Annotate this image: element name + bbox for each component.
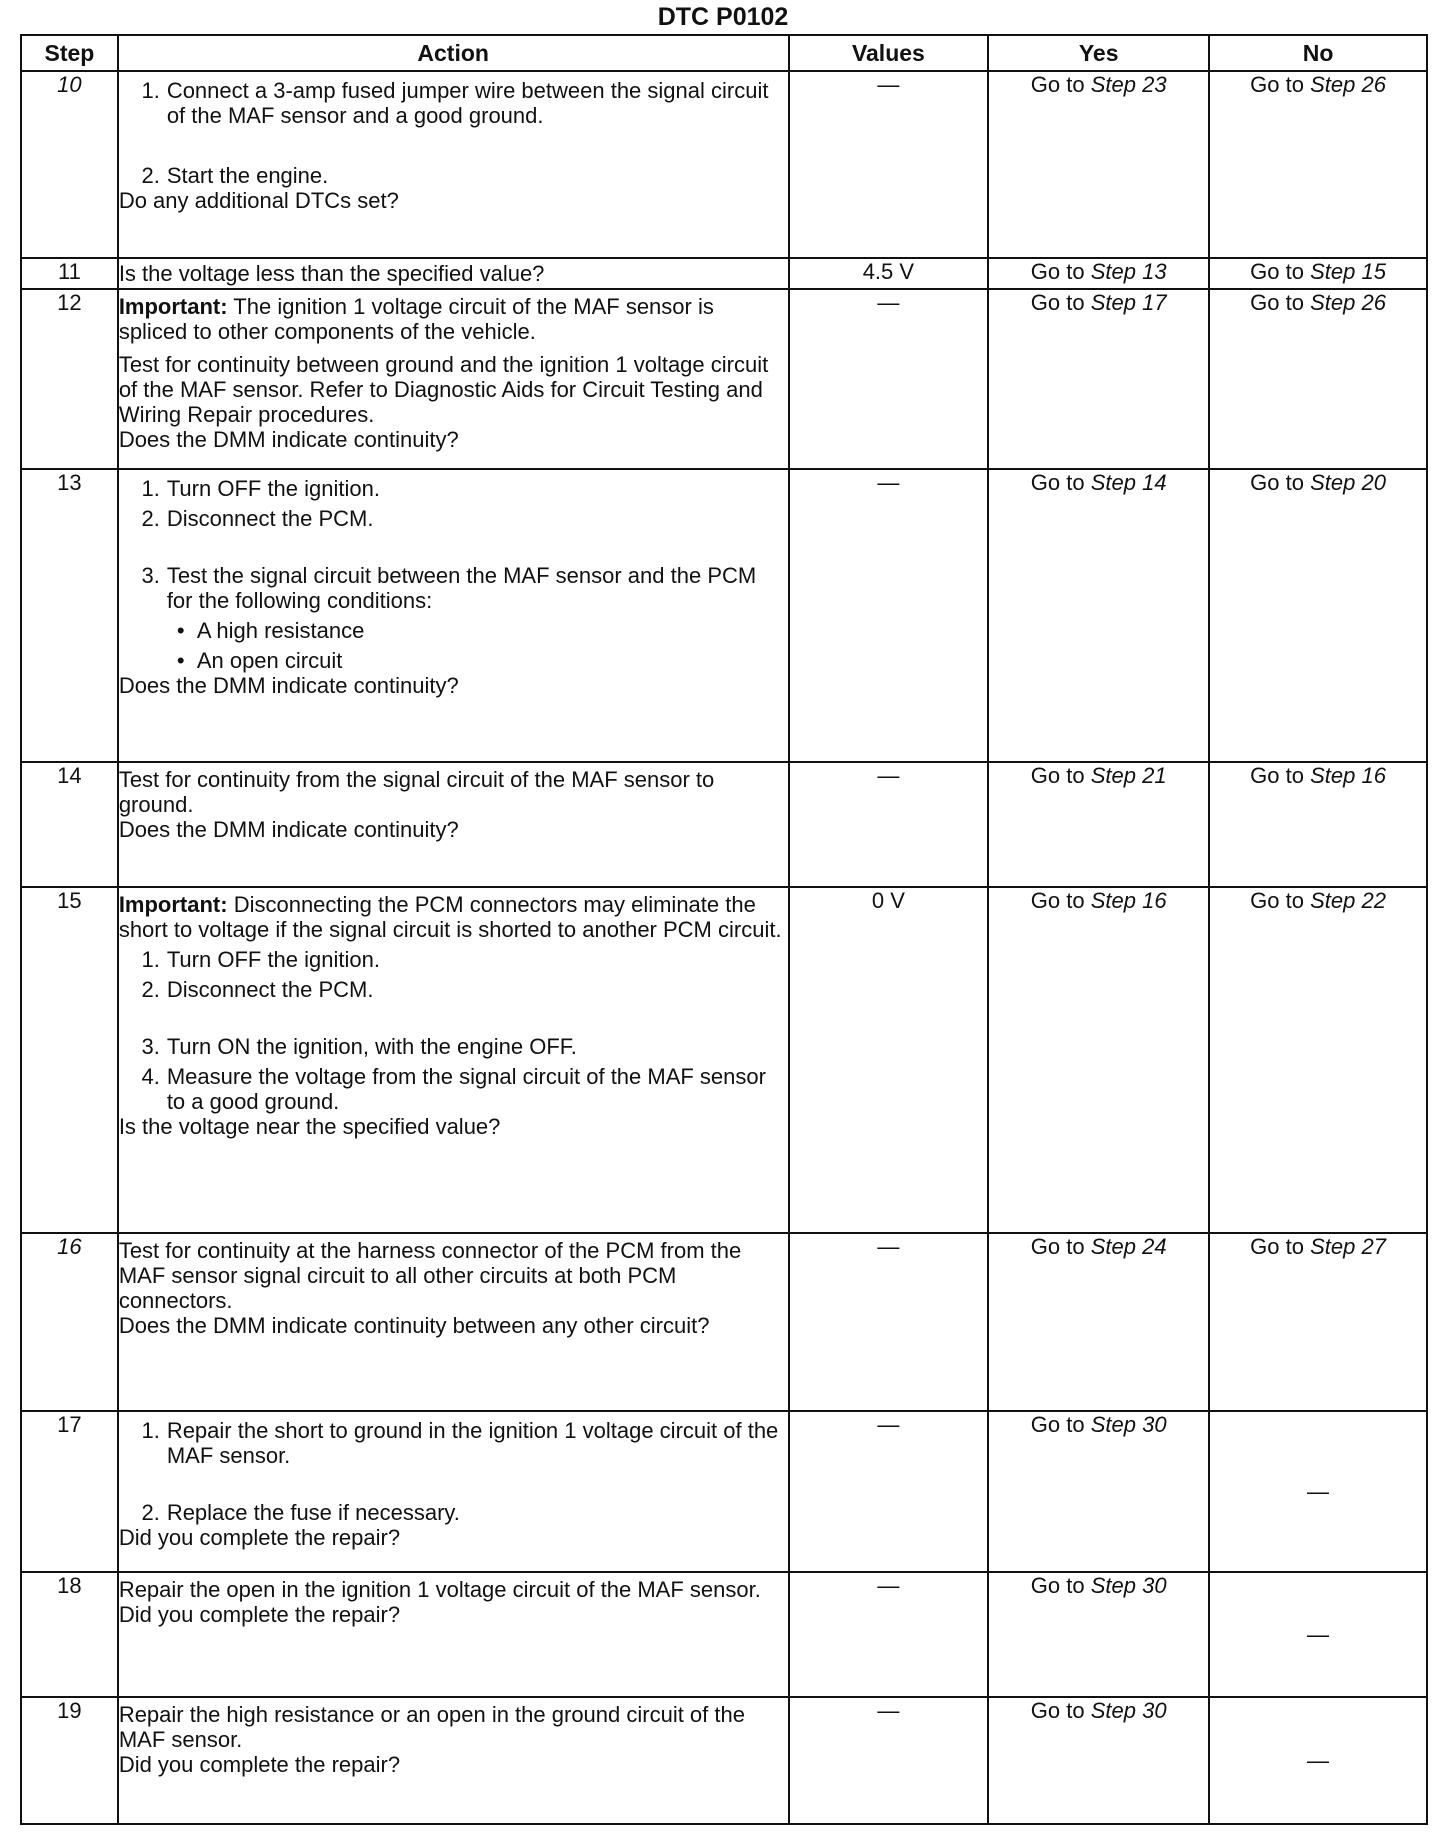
yes-cell: Go to Step 17 (988, 289, 1209, 469)
important-note: Important: Disconnecting the PCM connectors may eliminate the short to voltage if the signal circuit is shorted to another PCM circuit. (118, 892, 782, 942)
step-number: 18 (21, 1572, 118, 1697)
action-cell (118, 1411, 789, 1572)
value-cell: — (789, 71, 989, 258)
action-step-item: 1. Connect a 3-amp fused jumper wire between the signal circuit of the MAF sensor and a good ground. (141, 78, 769, 128)
yes-cell: Go to Step 16 (988, 887, 1209, 1233)
action-step-item: 3. Test the signal circuit between the MAF sensor and the PCM for the following conditions: (141, 563, 757, 613)
step-number: 17 (21, 1411, 118, 1572)
value-cell: — (789, 1233, 989, 1411)
action-text: Repair the open in the ignition 1 voltage circuit of the MAF sensor. (118, 1577, 761, 1602)
action-cell (118, 1697, 789, 1824)
action-question: Do any additional DTCs set? (118, 188, 399, 213)
action-text: Test for continuity at the harness connector of the PCM from the MAF sensor signal circuit to all other circuits at both PCM connectors. (118, 1238, 742, 1313)
bullet-item: • An open circuit (176, 648, 343, 673)
value-cell: — (789, 289, 989, 469)
action-step-item: 2. Start the engine. (141, 163, 329, 188)
action-cell (118, 1572, 789, 1697)
table-header-row (21, 35, 1427, 71)
step-number: 13 (21, 469, 118, 762)
important-label: Important: (118, 294, 228, 319)
value-cell: — (789, 1697, 989, 1824)
step-number: 16 (21, 1233, 118, 1411)
value-cell: 4.5 V (789, 258, 989, 289)
no-cell: — (1209, 1697, 1427, 1824)
value-cell: — (789, 762, 989, 887)
yes-cell: Go to Step 21 (988, 762, 1209, 887)
table-row-step-19 (21, 1697, 1427, 1824)
action-step-item: 3. Turn ON the ignition, with the engine OFF. (141, 1034, 577, 1059)
header-action: Action (118, 35, 789, 71)
yes-cell: Go to Step 14 (988, 469, 1209, 762)
yes-cell: Go to Step 13 (988, 258, 1209, 289)
table-row-step-16 (21, 1233, 1427, 1411)
action-cell (118, 762, 789, 887)
action-step-item: 1. Turn OFF the ignition. (141, 476, 380, 501)
yes-cell: Go to Step 30 (988, 1697, 1209, 1824)
action-cell (118, 1233, 789, 1411)
step-number: 14 (21, 762, 118, 887)
action-question: Does the DMM indicate continuity between any other circuit? (118, 1313, 710, 1338)
no-cell: Go to Step 22 (1209, 887, 1427, 1233)
action-question: Did you complete the repair? (118, 1525, 401, 1550)
table-row-step-13 (21, 469, 1427, 762)
action-cell (118, 71, 789, 258)
action-step-item: 2. Disconnect the PCM. (141, 506, 374, 531)
action-question: Does the DMM indicate continuity? (118, 817, 459, 842)
table-row-step-14 (21, 762, 1427, 887)
action-text: Test for continuity between ground and the ignition 1 voltage circuit of the MAF sensor. Refer to Diagnostic Aids for Circuit Testing and Wiring Repair procedures. (118, 352, 769, 427)
table-row-step-15 (21, 887, 1427, 1233)
bullet-item: • A high resistance (176, 618, 365, 643)
yes-cell: Go to Step 30 (988, 1411, 1209, 1572)
action-text: Test for continuity from the signal circuit of the MAF sensor to ground. (118, 767, 715, 817)
step-number: 15 (21, 887, 118, 1233)
no-cell: Go to Step 26 (1209, 289, 1427, 469)
value-cell: — (789, 1411, 989, 1572)
value-cell: — (789, 469, 989, 762)
action-cell (118, 258, 789, 289)
action-text: Repair the high resistance or an open in the ground circuit of the MAF sensor. (118, 1702, 745, 1752)
action-question: Is the voltage less than the specified value? (118, 260, 545, 286)
action-question: Does the DMM indicate continuity? (118, 427, 459, 452)
no-cell: — (1209, 1572, 1427, 1697)
action-step-item: 2. Disconnect the PCM. (141, 977, 374, 1002)
action-step-item: 2. Replace the fuse if necessary. (141, 1500, 460, 1525)
yes-cell: Go to Step 30 (988, 1572, 1209, 1697)
no-cell: Go to Step 26 (1209, 71, 1427, 258)
important-note: Important: The ignition 1 voltage circuit of the MAF sensor is spliced to other components of the vehicle. (118, 294, 714, 344)
no-cell: Go to Step 15 (1209, 258, 1427, 289)
action-question: Did you complete the repair? (118, 1752, 401, 1777)
header-yes: Yes (988, 35, 1209, 71)
header-step: Step (21, 35, 118, 71)
no-cell: Go to Step 16 (1209, 762, 1427, 887)
action-step-item: 4. Measure the voltage from the signal circuit of the MAF sensor to a good ground. (141, 1064, 766, 1114)
value-cell: 0 V (789, 887, 989, 1233)
action-cell (118, 469, 789, 762)
header-no: No (1209, 35, 1427, 71)
action-question: Does the DMM indicate continuity? (118, 673, 459, 698)
table-row-step-17 (21, 1411, 1427, 1572)
action-cell (118, 289, 789, 469)
step-number: 19 (21, 1697, 118, 1824)
value-cell: — (789, 1572, 989, 1697)
important-label: Important: (118, 892, 228, 917)
step-number: 12 (21, 289, 118, 469)
yes-cell: Go to Step 24 (988, 1233, 1209, 1411)
action-cell (118, 887, 789, 1233)
no-cell: Go to Step 27 (1209, 1233, 1427, 1411)
dtc-table (20, 34, 1428, 1825)
action-question: Is the voltage near the specified value? (118, 1114, 501, 1139)
table-row-step-12 (21, 289, 1427, 469)
table-row-step-18 (21, 1572, 1427, 1697)
action-step-item: 1. Repair the short to ground in the ignition 1 voltage circuit of the MAF sensor. (141, 1418, 779, 1468)
action-step-item: 1. Turn OFF the ignition. (141, 947, 380, 972)
step-number: 11 (21, 258, 118, 289)
step-number: 10 (21, 71, 118, 258)
no-cell: — (1209, 1411, 1427, 1572)
table-row-step-10 (21, 71, 1427, 258)
document-title: DTC P0102 (657, 3, 789, 31)
action-question: Did you complete the repair? (118, 1602, 401, 1627)
header-values: Values (789, 35, 989, 71)
table-row-step-11 (21, 258, 1427, 289)
yes-cell: Go to Step 23 (988, 71, 1209, 258)
no-cell: Go to Step 20 (1209, 469, 1427, 762)
